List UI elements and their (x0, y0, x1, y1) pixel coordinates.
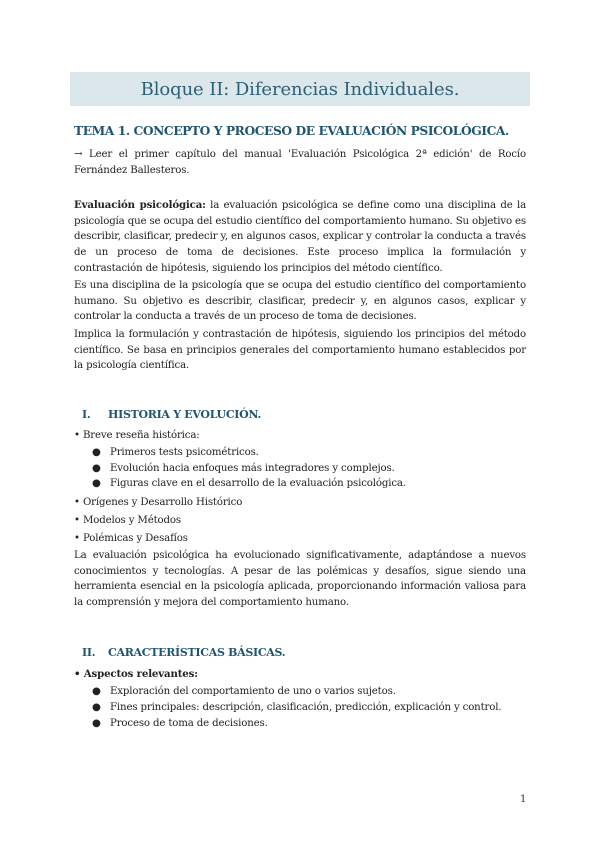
section-1-bullet-3: • Modelos y Métodos (74, 515, 181, 526)
page-title: Bloque II: Diferencias Individuales. (140, 78, 460, 100)
bullet-dot-icon: ● (92, 463, 101, 474)
section-2-subitem: ● Exploración del comportamiento de uno o varios sujetos. (92, 684, 396, 700)
bullet-dot-icon: ● (92, 447, 101, 458)
definition-term: Evaluación psicológica: (74, 199, 206, 211)
section-1-summary: La evaluación psicológica ha evolucionado significativamente, adaptándose a nuevos conocimientos y tecnologías. A pesar de las polémicas y desafíos, sigue siendo una herramienta esencial en la psicología aplicada, proporcionando información valiosa para la comprensión y mejora del comportamiento humano. (74, 550, 526, 609)
section-1-subitem: ● Primeros tests psicométricos. (92, 445, 259, 461)
definition-paragraph (74, 198, 526, 277)
section-2-heading (82, 646, 285, 659)
reading-note: → Leer el primer capítulo del manual 'Evaluación Psicológica 2ª edición' de Rocío Fernández Ballesteros. (74, 149, 526, 176)
bullet-dot-icon: ● (92, 702, 101, 713)
section-2-subitem: ● Fines principales: descripción, clasificación, predicción, explicación y control. (92, 700, 501, 716)
section-1-bullet-2: • Orígenes y Desarrollo Histórico (74, 497, 243, 508)
definition-text: la evaluación psicológica se define como una disciplina de la psicología que se ocupa del estudio científico del comportamiento humano. Su objetivo es describir, clasificar, predecir y, en algunos casos, explicar y controlar la conducta a través de un proceso de toma de decisiones. Este proceso implica la formulación y contrastación de hipótesis, siguiendo los principios del método científico. (74, 200, 526, 274)
section-1-title: HISTORIA Y EVOLUCIÓN. (108, 408, 261, 421)
section-2-number: II. (82, 646, 96, 659)
header-banner (70, 72, 530, 106)
section-2-subitem: ● Proceso de toma de decisiones. (92, 716, 268, 732)
bullet-dot-icon: ● (92, 718, 101, 729)
definition-paragraph-2: Es una disciplina de la psicología que se ocupa del estudio científico del comportamiento humano. Su objetivo es describir, clasificar, predecir y, en algunos casos, explicar y controlar la conducta a través de un proceso de toma de decisiones. (74, 280, 526, 323)
section-2-bullet-1: • Aspectos relevantes: (74, 668, 198, 680)
section-2-title: CARACTERÍSTICAS BÁSICAS. (108, 646, 286, 659)
definition-paragraph-3: Implica la formulación y contrastación de hipótesis, siguiendo los principios del método científico. Se basa en principios generales del comportamiento humano establecidos por la psicología científica. (74, 329, 526, 372)
section-1-heading (82, 408, 261, 421)
page-number: 1 (520, 794, 527, 805)
topic-heading: TEMA 1. CONCEPTO Y PROCESO DE EVALUACIÓN PSICOLÓGICA. (74, 123, 509, 138)
section-1-subitem: ● Evolución hacia enfoques más integradores y complejos. (92, 461, 395, 477)
bullet-dot-icon: ● (92, 478, 101, 489)
bullet-dot-icon: ● (92, 686, 101, 697)
section-1-bullet-1: • Breve reseña histórica: (74, 430, 200, 441)
section-1-number: I. (82, 408, 91, 421)
section-1-bullet-4: • Polémicas y Desafíos (74, 533, 188, 544)
section-1-subitem: ● Figuras clave en el desarrollo de la evaluación psicológica. (92, 476, 406, 492)
